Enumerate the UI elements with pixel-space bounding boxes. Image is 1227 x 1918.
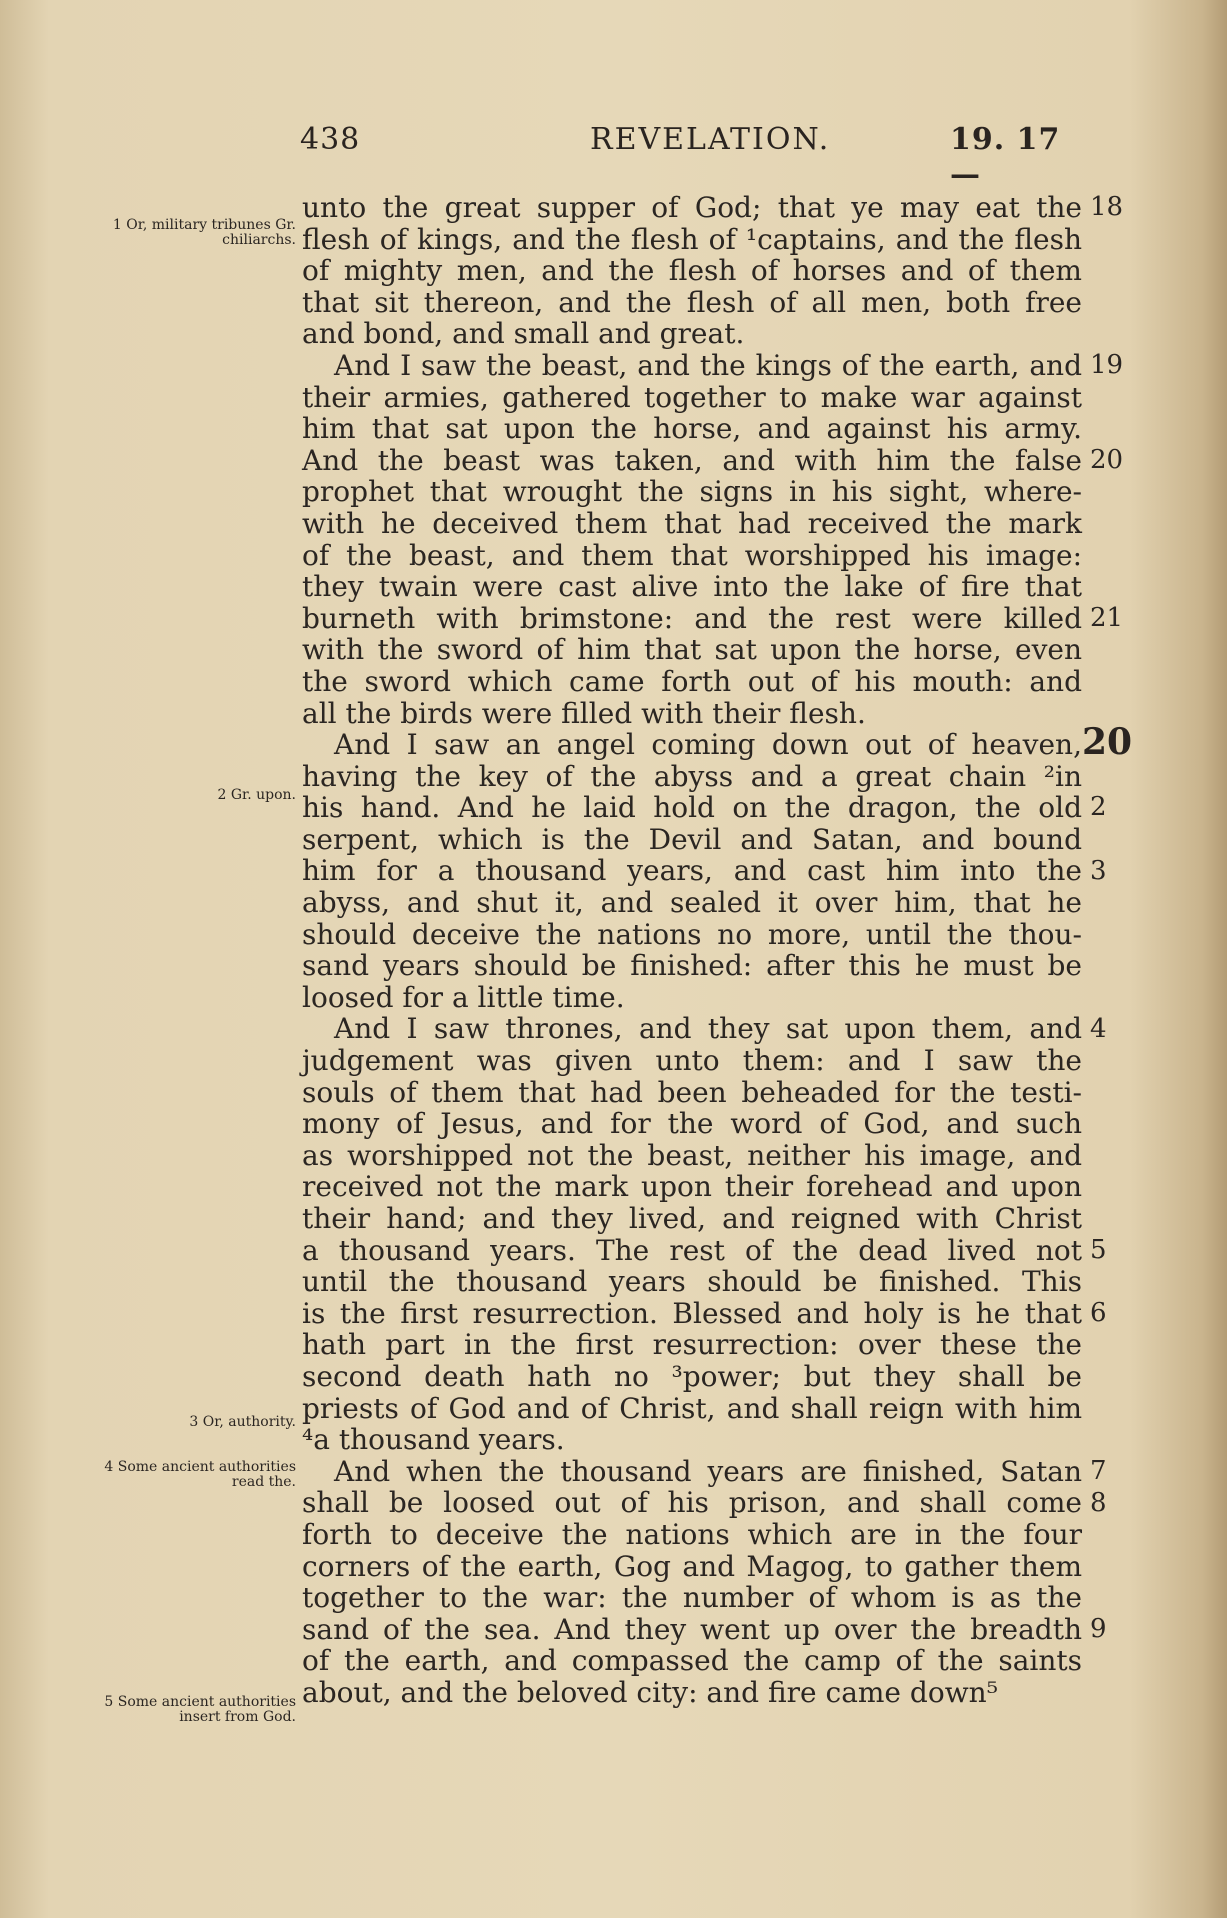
text-line: all the birds were filled with their flesh. <box>302 696 866 730</box>
margin-note-5: 5 Some ancient authorities insert from God. <box>104 1694 296 1725</box>
text-line: souls of them that had been beheaded for the testi- <box>302 1075 1082 1109</box>
text-line: And I saw an angel coming down out of heaven, <box>334 728 1082 762</box>
text-line: about, and the beloved city: and fire came down⁵ <box>302 1675 998 1709</box>
chapter-verse-ref: 19. 17— <box>950 122 1061 192</box>
margin-note-3: 3 Or, authority. <box>189 1414 296 1430</box>
text-line: flesh of kings, and the flesh of ¹captains, and the flesh <box>302 222 1082 256</box>
text-line: serpent, which is the Devil and Satan, and bound <box>302 822 1082 856</box>
margin-note-1: 1 Or, military tribunes Gr. chiliarchs. <box>112 217 296 248</box>
text-line: sand years should be finished: after this he must be <box>302 949 1082 983</box>
text-line: as worshipped not the beast, neither his image, and <box>302 1138 1082 1172</box>
verse-number: 2 <box>1090 792 1107 823</box>
text-line: having the key of the abyss and a great chain ²in <box>302 759 1082 793</box>
text-line: their armies, gathered together to make war against <box>302 380 1082 414</box>
verse-number: 7 <box>1090 1456 1107 1486</box>
text-line: that sit thereon, and the flesh of all men, both free <box>302 285 1082 319</box>
text-line: shall be loosed out of his prison, and shall come <box>302 1486 1082 1520</box>
text-line: judgement was given unto them: and I saw the <box>302 1044 1082 1078</box>
text-line: their hand; and they lived, and reigned with Christ <box>302 1202 1082 1235</box>
text-line: with he deceived them that had received the mark <box>302 506 1082 540</box>
text-line: ⁴a thousand years. <box>302 1423 565 1457</box>
text-line: of mighty men, and the flesh of horses and of them <box>302 254 1082 288</box>
text-line: second death hath no ³power; but they shall be <box>302 1359 1082 1393</box>
verse-number: 19 <box>1090 350 1124 380</box>
text-line: mony of Jesus, and for the word of God, and such <box>302 1107 1082 1141</box>
verse-number: 5 <box>1090 1234 1107 1265</box>
text-line: until the thousand years should be finished. This <box>302 1265 1082 1299</box>
text-line: him that sat upon the horse, and against his army. <box>302 412 1082 446</box>
text-line: unto the great supper of God; that ye may eat the <box>302 191 1082 224</box>
text-line: hath part in the first resurrection: over these the <box>302 1328 1082 1362</box>
text-line: burneth with brimstone: and the rest were killed <box>302 601 1082 635</box>
verse-number: 20 <box>1090 444 1124 475</box>
verse-number: 8 <box>1090 1487 1107 1518</box>
text-line: And the beast was taken, and with him the false <box>302 443 1082 477</box>
text-line: is the first resurrection. Blessed and holy is he that <box>302 1296 1082 1330</box>
text-line: him for a thousand years, and cast him into the <box>302 854 1082 888</box>
text-line: they twain were cast alive into the lake of fire that <box>302 570 1082 604</box>
text-line: a thousand years. The rest of the dead lived not <box>302 1233 1082 1267</box>
text-line: And when the thousand years are finished, Satan <box>334 1454 1082 1488</box>
book-title: REVELATION. <box>590 122 831 157</box>
text-line: his hand. And he laid hold on the dragon, the old <box>302 791 1082 825</box>
scripture-text <box>302 192 1082 1709</box>
text-line: the sword which came forth out of his mouth: and <box>302 664 1082 698</box>
page-number: 438 <box>300 122 361 157</box>
text-line: loosed for a little time. <box>302 980 625 1014</box>
chapter-number: 20 <box>1082 721 1133 764</box>
text-line: of the beast, and them that worshipped his image: <box>302 538 1082 572</box>
verse-number: 21 <box>1090 602 1124 633</box>
text-line: sand of the sea. And they went up over the breadth <box>302 1612 1082 1646</box>
text-line: And I saw thrones, and they sat upon them, and <box>334 1012 1082 1046</box>
text-line: received not the mark upon their forehead and upon <box>302 1170 1082 1204</box>
verse-number: 9 <box>1090 1614 1107 1644</box>
verse-number: 4 <box>1090 1013 1107 1044</box>
verse-number: 18 <box>1090 192 1124 222</box>
text-line: prophet that wrought the signs in his sight, where- <box>302 475 1082 509</box>
text-line: with the sword of him that sat upon the horse, even <box>302 633 1082 667</box>
text-line: priests of God and of Christ, and shall reign with him <box>302 1391 1082 1425</box>
running-header <box>300 122 1080 192</box>
text-line: And I saw the beast, and the kings of the earth, and <box>334 348 1082 382</box>
margin-note-2: 2 Gr. upon. <box>217 787 296 803</box>
text-line: should deceive the nations no more, until the thou- <box>302 917 1082 951</box>
text-line: corners of the earth, Gog and Magog, to gather them <box>302 1549 1082 1583</box>
text-line: together to the war: the number of whom is as the <box>302 1581 1082 1615</box>
text-line: abyss, and shut it, and sealed it over him, that he <box>302 886 1082 920</box>
verse-number: 3 <box>1090 855 1107 886</box>
text-line: and bond, and small and great. <box>302 317 745 351</box>
margin-note-4: 4 Some ancient authorities read the. <box>104 1459 296 1490</box>
verse-number: 6 <box>1090 1298 1107 1328</box>
text-line: forth to deceive the nations which are in the four <box>302 1517 1082 1551</box>
text-line: of the earth, and compassed the camp of the saints <box>302 1644 1082 1678</box>
